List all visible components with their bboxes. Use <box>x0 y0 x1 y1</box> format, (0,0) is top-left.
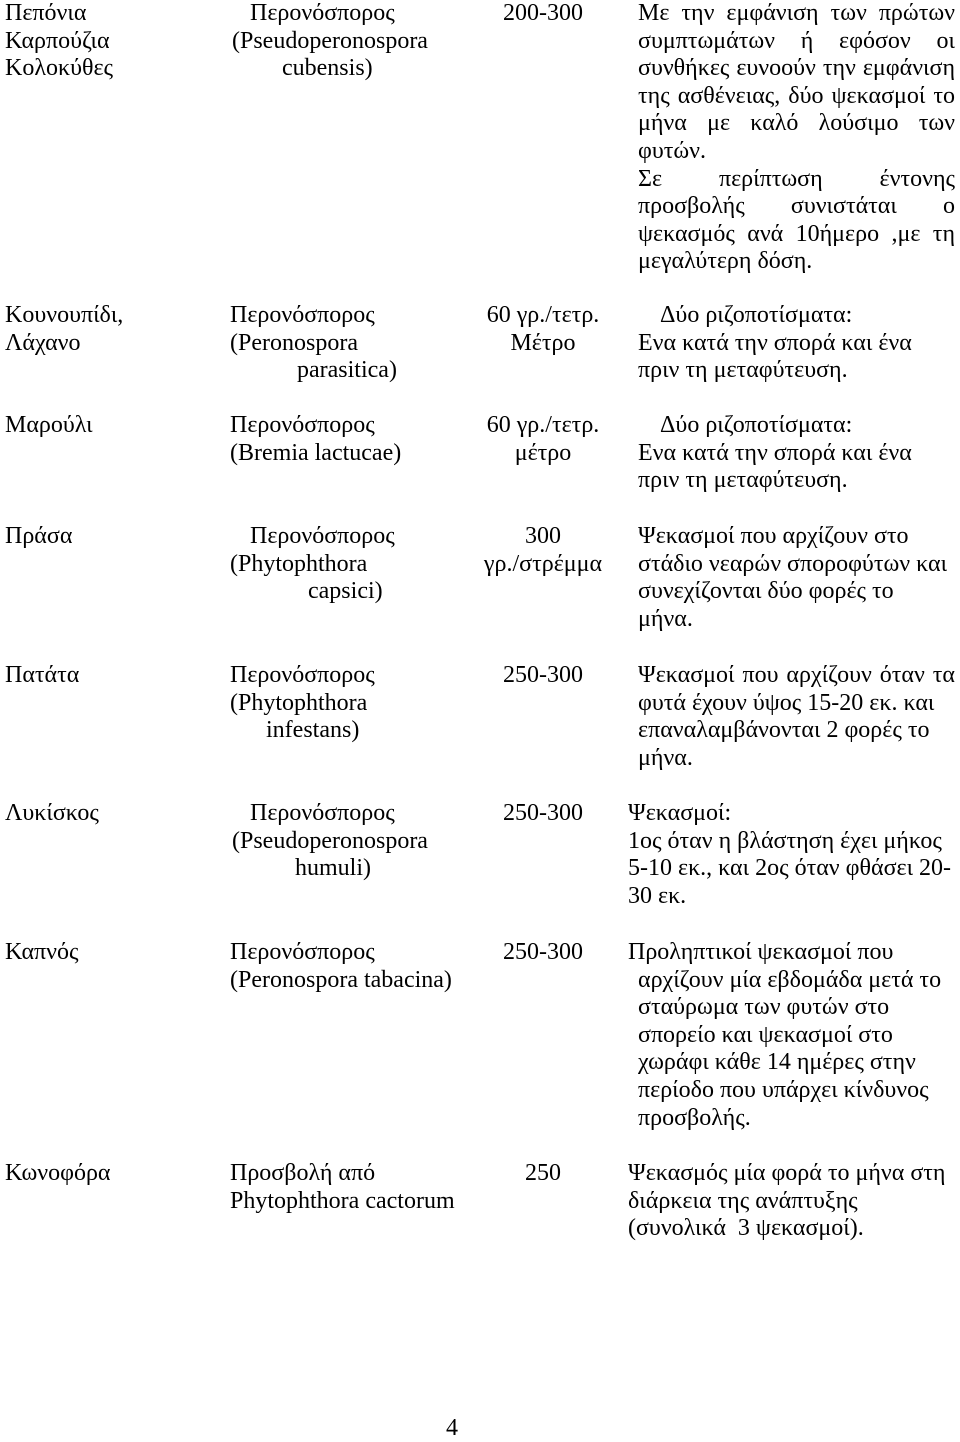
crop-name: Λυκίσκος <box>5 800 99 826</box>
application-cell <box>628 412 912 495</box>
application-note: συμπτωμάτων ή εφόσον οι <box>638 27 955 54</box>
crop-cell <box>5 939 79 967</box>
dose: γρ./στρέμμα <box>483 550 603 577</box>
application-note: 1ος όταν η βλάστηση έχει μήκος <box>628 827 942 854</box>
disease-name: (Peronospora <box>230 329 358 356</box>
dose: 300 <box>525 523 561 549</box>
application-note: αρχίζουν μία εβδομάδα μετά το <box>638 966 942 993</box>
application-note: πριν τη μεταφύτευση. <box>638 467 848 494</box>
dose-cell <box>460 939 626 967</box>
crop-cell <box>5 0 113 83</box>
application-note: προσβολής. <box>638 1104 751 1131</box>
application-note: συνεχίζονται δύο φορές το <box>638 578 894 605</box>
disease-name: (Bremia lactucae) <box>230 439 402 466</box>
application-cell <box>628 523 947 633</box>
application-note: σταύρωμα των φυτών στο <box>638 994 890 1021</box>
application-note: ψεκασμός ανά 10ήμερο ,με τη <box>638 220 955 247</box>
application-note: Προληπτικοί ψεκασμοί που <box>628 939 894 965</box>
disease-name: Περονόσπορος <box>250 0 395 26</box>
disease-name: Περονόσπορος <box>230 939 375 965</box>
crop-name: Κολοκύθες <box>5 55 114 82</box>
crop-cell <box>5 302 123 357</box>
crop-cell <box>5 412 93 440</box>
crop-cell <box>5 1160 111 1188</box>
application-note: προσβολής συνιστάται ο <box>638 193 955 220</box>
dose-cell <box>460 412 626 467</box>
disease-cell <box>230 412 401 467</box>
application-note: 30 εκ. <box>628 882 687 909</box>
disease-name: (Pseudoperonospora <box>232 27 428 54</box>
disease-name: capsici) <box>308 578 383 605</box>
disease-cell <box>230 662 375 745</box>
crop-cell <box>5 662 79 690</box>
dose-cell <box>460 0 626 28</box>
application-cell <box>628 1160 945 1243</box>
application-note: στάδιο νεαρών σποροφύτων και <box>638 550 948 577</box>
disease-cell <box>230 302 397 385</box>
crop-name: Λάχανο <box>5 329 81 356</box>
disease-cell <box>230 0 428 83</box>
crop-name: Κουνουπίδι, <box>5 302 124 328</box>
dose: 250-300 <box>503 662 583 688</box>
application-note: συνθήκες ευνοούν την εμφάνιση <box>638 55 955 82</box>
application-note: φυτά έχουν ύψος 15-20 εκ. και <box>638 689 935 716</box>
application-note: Ψεκασμοί: <box>628 800 732 826</box>
application-note: Δύο ριζοποτίσματα: <box>660 302 853 328</box>
dose: μέτρο <box>514 439 572 466</box>
crop-name: Μαρούλι <box>5 412 93 438</box>
disease-name: Περονόσπορος <box>250 800 395 826</box>
dose-cell <box>460 800 626 828</box>
application-cell <box>628 662 955 772</box>
crop-name: Κωνοφόρα <box>5 1160 111 1186</box>
crop-name: Πατάτα <box>5 662 80 688</box>
dose: 250-300 <box>503 800 583 826</box>
dose-cell <box>460 662 626 690</box>
application-note: διάρκεια της ανάπτυξης <box>628 1187 858 1214</box>
disease-cell <box>230 1160 455 1215</box>
application-note: Ενα κατά την σπορά και ένα <box>638 329 912 356</box>
page-number: 4 <box>446 1415 458 1441</box>
disease-cell <box>230 939 452 994</box>
disease-name: Περονόσπορος <box>250 523 395 549</box>
application-note: 5-10 εκ., και 2ος όταν φθάσει 20- <box>628 855 952 882</box>
application-note: μεγαλύτερη δόση. <box>638 248 813 275</box>
dose: 250 <box>525 1160 561 1186</box>
application-note: μήνα. <box>638 605 693 632</box>
application-note: επαναλαμβάνονται 2 φορές το <box>638 717 930 744</box>
dose: 250-300 <box>503 939 583 965</box>
application-note: σπορείο και ψεκασμοί στο <box>638 1021 893 1048</box>
crop-cell <box>5 523 72 551</box>
disease-name: (Peronospora tabacina) <box>230 966 452 993</box>
dose: 60 γρ./τετρ. <box>486 412 600 438</box>
crop-name: Καπνός <box>5 939 79 965</box>
disease-name: (Phytophthora <box>230 550 368 577</box>
disease-name: Phytophthora cactorum <box>230 1187 455 1214</box>
dose: 60 γρ./τετρ. <box>486 302 600 328</box>
application-cell <box>628 939 941 1132</box>
dose-cell <box>460 1160 626 1188</box>
disease-name: Προσβολή από <box>230 1160 376 1186</box>
disease-cell <box>230 800 428 883</box>
application-note: Σε περίπτωση έντονης <box>638 165 955 192</box>
application-note: φυτών. <box>638 137 707 164</box>
application-note: μήνα. <box>638 744 693 771</box>
application-note: μήνα με καλό λούσιμο των <box>638 110 955 137</box>
disease-name: Περονόσπορος <box>230 412 375 438</box>
application-cell <box>628 302 912 385</box>
application-note: (συνολικά 3 ψεκασμοί). <box>628 1215 864 1242</box>
disease-name: Περονόσπορος <box>230 302 375 328</box>
disease-name: parasitica) <box>297 357 397 384</box>
crop-name: Πράσα <box>5 523 73 549</box>
dose: Μέτρο <box>510 329 576 356</box>
application-note: Ενα κατά την σπορά και ένα <box>638 439 912 466</box>
disease-name: cubensis) <box>282 55 373 82</box>
crop-name: Πεπόνια <box>5 0 87 26</box>
disease-name: Περονόσπορος <box>230 662 375 688</box>
application-note: Ψεκασμός μία φορά το μήνα στη <box>628 1160 946 1186</box>
application-cell <box>628 800 951 910</box>
application-note: Με την εμφάνιση των πρώτων <box>638 0 955 26</box>
crop-cell <box>5 800 99 828</box>
crop-name: Καρπούζια <box>5 27 110 54</box>
application-cell <box>628 0 955 276</box>
dose-cell <box>460 523 626 578</box>
application-note: Δύο ριζοποτίσματα: <box>660 412 853 438</box>
disease-name: infestans) <box>266 717 360 744</box>
dose: 200-300 <box>503 0 583 26</box>
application-note: Ψεκασμοί που αρχίζουν όταν τα <box>638 662 955 688</box>
application-note: της ασθένειας, δύο ψεκασμοί το <box>638 82 955 109</box>
application-note: περίοδο που υπάρχει κίνδυνος <box>638 1076 929 1103</box>
dose-cell <box>460 302 626 357</box>
application-note: χωράφι κάθε 14 ημέρες στην <box>638 1049 916 1076</box>
disease-name: (Phytophthora <box>230 689 368 716</box>
application-note: πριν τη μεταφύτευση. <box>638 357 848 384</box>
disease-name: humuli) <box>295 855 371 882</box>
disease-name: (Pseudoperonospora <box>232 827 428 854</box>
disease-cell <box>230 523 395 606</box>
application-note: Ψεκασμοί που αρχίζουν στο <box>638 523 909 549</box>
